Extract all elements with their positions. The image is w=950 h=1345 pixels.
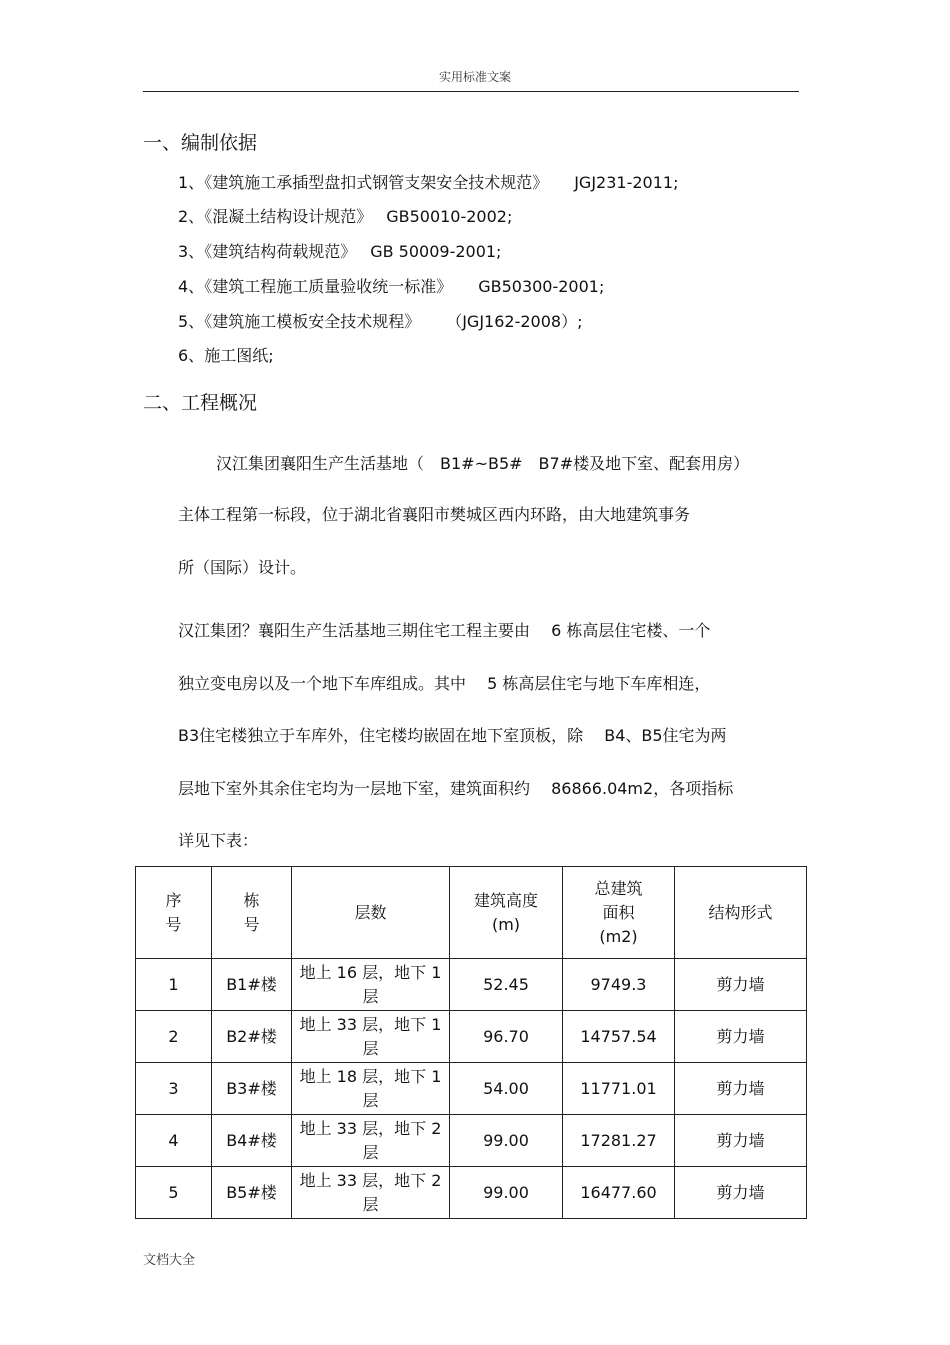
table-cell: 地上 33 层，地下 1 层	[292, 1011, 450, 1063]
reference-code: （JGJ162-2008）;	[446, 312, 583, 331]
reference-item	[178, 343, 274, 366]
section-title-overview: 二、工程概况	[143, 392, 258, 414]
table-row	[136, 1063, 807, 1115]
table-cell: 1	[136, 959, 212, 1011]
table-row	[136, 1115, 807, 1167]
overview-paragraph-line: 汉江集团？襄阳生产生活基地三期住宅工程主要由 6 栋高层住宅楼、一个	[178, 621, 711, 640]
header-cell: 建筑高度(m)	[450, 867, 563, 959]
header-cell: 层数	[292, 867, 450, 959]
table-cell: 99.00	[450, 1115, 563, 1167]
reference-name: 《建筑工程施工质量验收统一标准》	[204, 277, 453, 296]
page-header: 实用标准文案	[438, 70, 511, 84]
table-row	[136, 1167, 807, 1219]
table-cell: 2	[136, 1011, 212, 1063]
table-cell: 地上 33 层，地下 2 层	[292, 1115, 450, 1167]
table-cell: 9749.3	[563, 959, 675, 1011]
reference-number: 3、	[178, 242, 205, 261]
table-row	[136, 1011, 807, 1063]
table-cell: B2#楼	[212, 1011, 292, 1063]
reference-item	[178, 309, 582, 332]
header-cell: 结构形式	[675, 867, 807, 959]
reference-name: 《混凝土结构设计规范》	[204, 207, 373, 226]
table-cell: 16477.60	[563, 1167, 675, 1219]
overview-paragraph-line: 主体工程第一标段，位于湖北省襄阳市樊城区西内环路，由大地建筑事务	[178, 505, 691, 524]
table-cell: B5#楼	[212, 1167, 292, 1219]
reference-name: 《建筑结构荷载规范》	[204, 242, 357, 261]
table-cell: 剪力墙	[675, 959, 807, 1011]
table-header-row	[136, 867, 807, 959]
table-cell: 剪力墙	[675, 1063, 807, 1115]
table-cell: 54.00	[450, 1063, 563, 1115]
reference-item	[178, 274, 604, 297]
reference-code: GB50300-2001;	[478, 277, 605, 296]
table-cell: 地上 33 层，地下 2 层	[292, 1167, 450, 1219]
overview-paragraph-line: 汉江集团襄阳生产生活基地（ B1#~B5# B7#楼及地下室、配套用房）	[216, 454, 750, 473]
reference-code: JGJ231-2011;	[574, 173, 679, 192]
overview-paragraph-line: 所（国际）设计。	[178, 558, 307, 577]
table-cell: 剪力墙	[675, 1167, 807, 1219]
table-cell: 4	[136, 1115, 212, 1167]
table-cell: B3#楼	[212, 1063, 292, 1115]
table-cell: 地上 16 层，地下 1 层	[292, 959, 450, 1011]
section-title-basis: 一、编制依据	[143, 132, 258, 154]
table-cell: 17281.27	[563, 1115, 675, 1167]
header-cell: 栋号	[212, 867, 292, 959]
table-cell: B1#楼	[212, 959, 292, 1011]
table-cell: 5	[136, 1167, 212, 1219]
table-cell: 11771.01	[563, 1063, 675, 1115]
reference-name: 施工图纸;	[204, 346, 274, 365]
reference-item	[178, 239, 501, 262]
reference-number: 5、	[178, 312, 205, 331]
reference-code: GB 50009-2001;	[370, 242, 502, 261]
page-footer: 文档大全	[143, 1253, 196, 1268]
overview-paragraph-line: 详见下表：	[178, 831, 259, 850]
overview-paragraph-line: B3住宅楼独立于车库外，住宅楼均嵌固在地下室顶板，除 B4、B5住宅为两	[178, 726, 727, 745]
reference-code: GB50010-2002;	[386, 207, 513, 226]
reference-item	[178, 170, 678, 193]
overview-paragraph-line: 独立变电房以及一个地下车库组成。其中 5 栋高层住宅与地下车库相连，	[178, 674, 711, 693]
table-cell: 96.70	[450, 1011, 563, 1063]
table-cell: 剪力墙	[675, 1011, 807, 1063]
table-cell: 3	[136, 1063, 212, 1115]
table-cell: 14757.54	[563, 1011, 675, 1063]
building-spec-table	[135, 866, 807, 1219]
reference-number: 1、	[178, 173, 205, 192]
header-divider	[143, 91, 799, 92]
overview-paragraph-line: 层地下室外其余住宅均为一层地下室，建筑面积约 86866.04m2，各项指标	[178, 779, 734, 798]
table-cell: 地上 18 层，地下 1 层	[292, 1063, 450, 1115]
table-row	[136, 959, 807, 1011]
table-cell: 99.00	[450, 1167, 563, 1219]
table-cell: 52.45	[450, 959, 563, 1011]
reference-number: 6、	[178, 346, 205, 365]
reference-number: 4、	[178, 277, 205, 296]
reference-name: 《建筑施工承插型盘扣式钢管支架安全技术规范》	[204, 173, 549, 192]
table-cell: B4#楼	[212, 1115, 292, 1167]
header-cell: 总建筑面积(m2)	[563, 867, 675, 959]
reference-number: 2、	[178, 207, 205, 226]
table-cell: 剪力墙	[675, 1115, 807, 1167]
reference-item	[178, 204, 512, 227]
header-cell: 序号	[136, 867, 212, 959]
reference-name: 《建筑施工模板安全技术规程》	[204, 312, 421, 331]
